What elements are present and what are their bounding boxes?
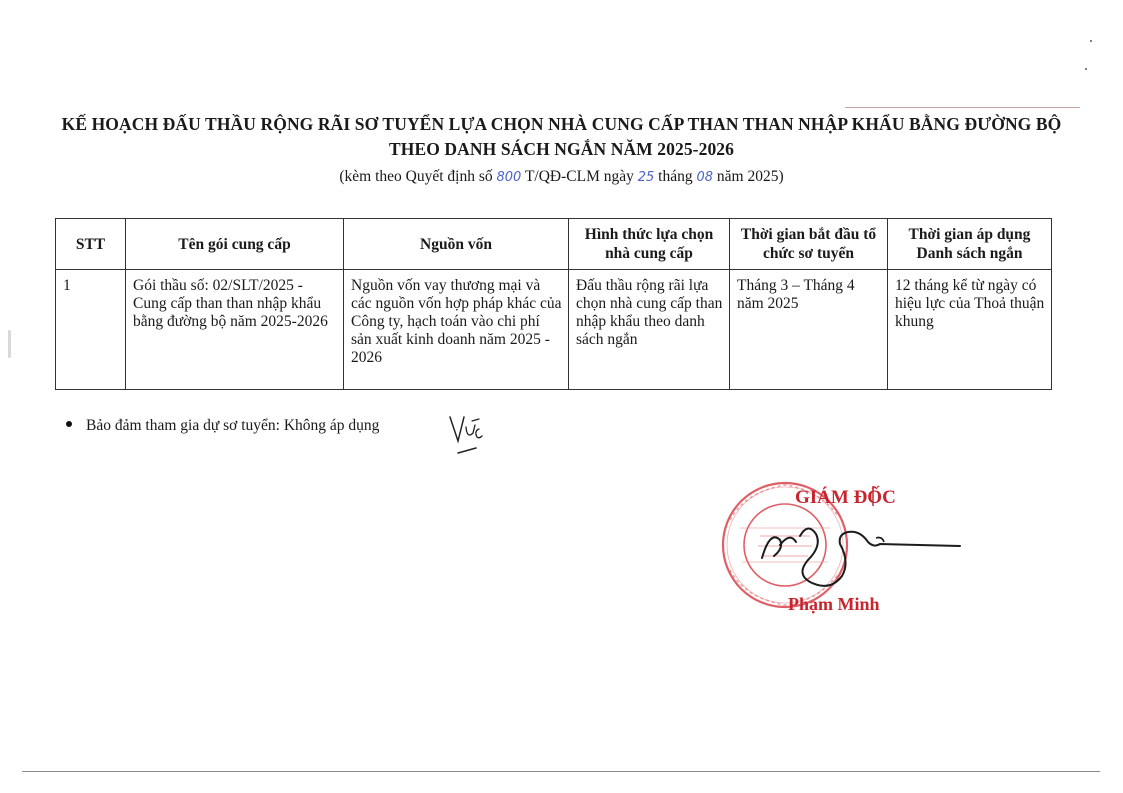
handwritten-day: 25	[637, 170, 655, 185]
bid-security-note	[66, 417, 379, 435]
handwritten-decision-number: 800	[496, 170, 522, 185]
column-header-selection-method: Hình thức lựa chọn nhà cung cấp	[569, 219, 730, 270]
cell-stt: 1	[56, 270, 126, 390]
scan-speck	[1090, 40, 1092, 42]
column-header-funding-source: Nguồn vốn	[344, 219, 569, 270]
subtitle-prefix: (kèm theo Quyết định số	[339, 168, 497, 185]
scan-speck	[1085, 68, 1087, 70]
cell-selection-method: Đấu thầu rộng rãi lựa chọn nhà cung cấp than nhập khẩu theo danh sách ngắn	[569, 270, 730, 390]
signatory-name: Phạm Minh	[788, 594, 880, 614]
subtitle-after-day: tháng	[654, 168, 697, 185]
subtitle-suffix: năm 2025)	[713, 168, 784, 185]
table-header-row	[56, 219, 1052, 270]
footer-rule	[22, 771, 1100, 772]
cell-package-name: Gói thầu số: 02/SLT/2025 - Cung cấp than than nhập khẩu bằng đường bộ năm 2025-2026	[126, 270, 344, 390]
table-row	[56, 270, 1052, 390]
cell-start-time: Tháng 3 – Tháng 4 năm 2025	[730, 270, 888, 390]
document-title-line1: KẾ HOẠCH ĐẤU THẦU RỘNG RÃI SƠ TUYỂN LỰA CHỌN NHÀ CUNG CẤP THAN THAN NHẬP KHẨU BẰNG ĐƯỜNG BỘ	[61, 114, 1062, 134]
document-title-line2: THEO DANH SÁCH NGẮN NĂM 2025-2026	[388, 139, 735, 159]
subtitle-after-number: T/QĐ-CLM ngày	[521, 168, 638, 185]
signature-stamp-block	[700, 470, 980, 620]
handwritten-month: 08	[696, 170, 714, 185]
signatory-title: GIÁM ĐỐC	[795, 487, 896, 508]
document-subtitle	[0, 168, 1123, 186]
column-header-start-time: Thời gian bắt đầu tổ chức sơ tuyển	[730, 219, 888, 270]
column-header-package-name: Tên gói cung cấp	[126, 219, 344, 270]
scan-edge-mark	[8, 330, 11, 358]
cell-validity-period: 12 tháng kể từ ngày có hiệu lực của Thoả thuận khung	[888, 270, 1052, 390]
handwritten-initials	[446, 411, 496, 461]
cell-funding-source: Nguồn vốn vay thương mại và các nguồn vốn hợp pháp khác của Công ty, hạch toán vào chi phí sản xuất kinh doanh năm 2025 - 2026	[344, 270, 569, 390]
plan-table	[55, 218, 1052, 390]
header-rule	[845, 107, 1080, 108]
bid-security-text: Bảo đảm tham gia dự sơ tuyển: Không áp dụng	[86, 417, 380, 434]
bullet-icon	[66, 421, 72, 427]
column-header-validity-period: Thời gian áp dụng Danh sách ngắn	[888, 219, 1052, 270]
column-header-stt: STT	[56, 219, 126, 270]
handwritten-signature	[762, 528, 960, 585]
